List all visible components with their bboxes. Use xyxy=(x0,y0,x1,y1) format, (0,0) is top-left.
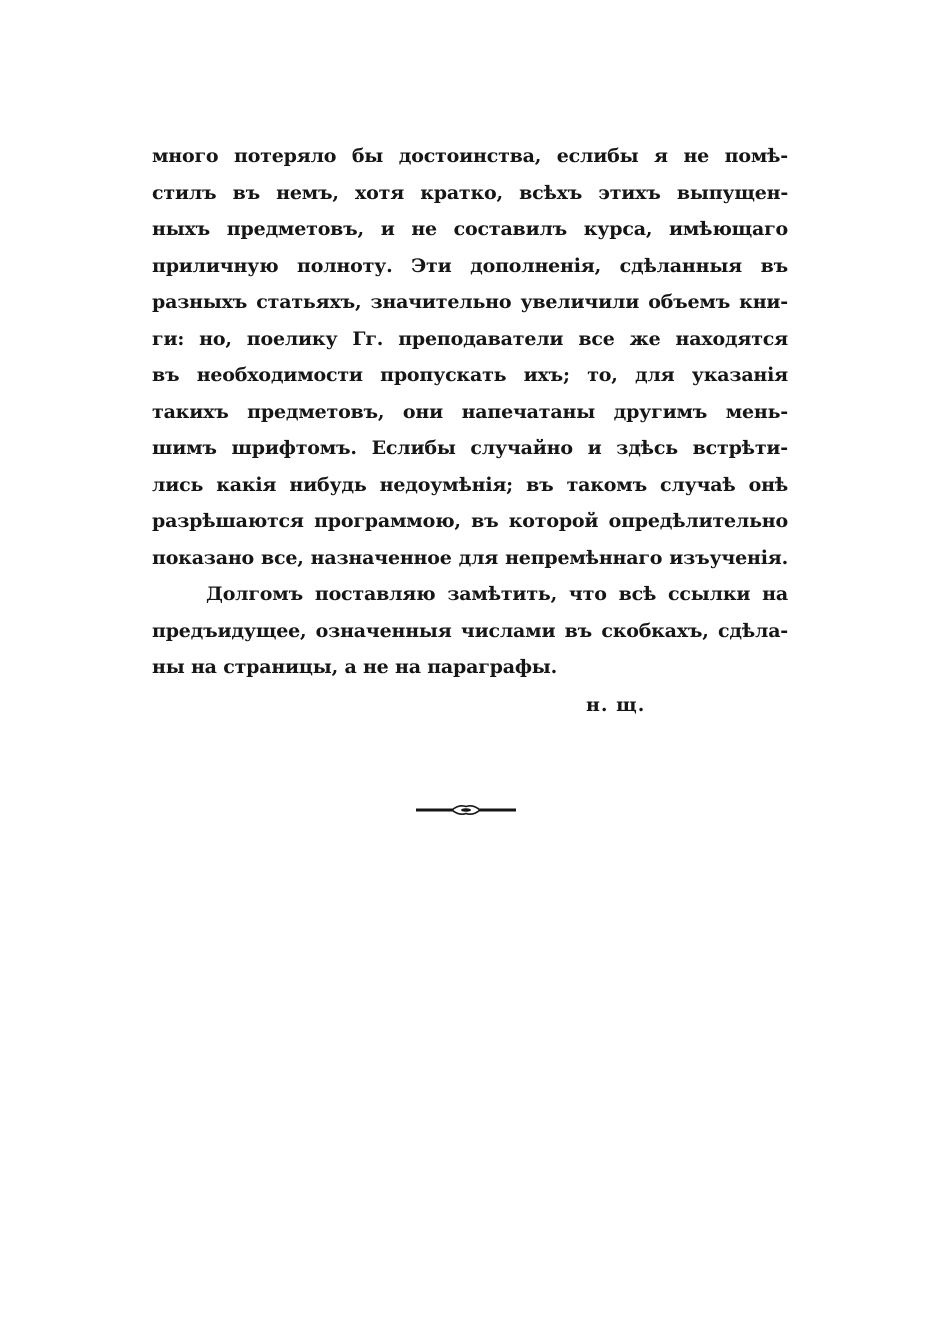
ornament-divider-icon xyxy=(416,801,516,819)
text-line: шимъ шрифтомъ. Еслибы случайно и здѣсь встрѣти- xyxy=(152,437,788,459)
text-line: приличную полноту. Эти дополненія, сдѣланныя въ xyxy=(152,254,788,277)
text-line: разрѣшаются программою, въ которой опредѣлительно xyxy=(152,510,788,532)
body-text xyxy=(152,138,788,686)
text-line: много потеряло бы достоинства, еслибы я не помѣ- xyxy=(152,145,788,167)
text-line: разныхъ статьяхъ, значительно увеличили объемъ кни- xyxy=(152,291,788,313)
paragraph-1 xyxy=(152,138,788,576)
paragraph-2 xyxy=(152,576,788,686)
text-line: ны на страницы, а не на параграфы. xyxy=(152,656,558,678)
text-line: ги: но, поелику Гг. преподаватели все же находятся xyxy=(152,327,788,350)
text-line: стилъ въ немъ, хотя кратко, всѣхъ этихъ выпущен- xyxy=(152,181,788,204)
text-line: въ необходимости пропускать ихъ; то, для указанія xyxy=(152,364,788,386)
text-line: лись какія нибудь недоумѣнія; въ такомъ случаѣ онѣ xyxy=(152,473,788,496)
text-line: такихъ предметовъ, они напечатаны другимъ мень- xyxy=(152,400,788,423)
text-line: Долгомъ поставляю замѣтить, что всѣ ссылки на xyxy=(206,583,788,605)
text-line: предъидущее, означенныя числами въ скобкахъ, сдѣла- xyxy=(152,619,788,642)
text-line: показано все, назначенное для непремѣннаго изъученія. xyxy=(152,546,788,569)
text-line: ныхъ предметовъ, и не составилъ курса, имѣющаго xyxy=(152,218,788,240)
author-signature: н. щ. xyxy=(586,694,646,716)
